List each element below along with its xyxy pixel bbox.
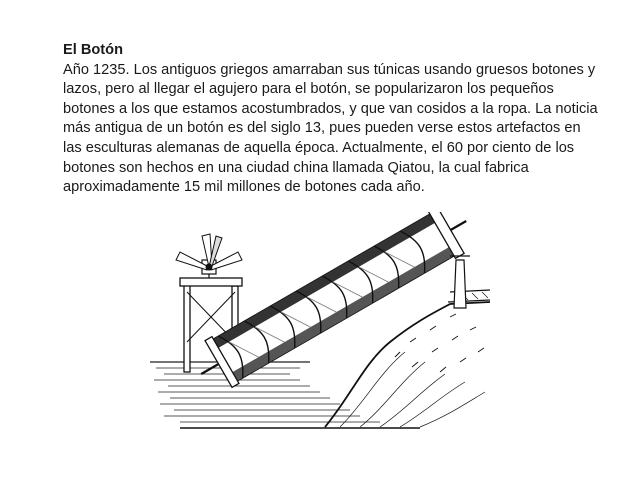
archimedes-screw-illustration xyxy=(150,212,490,434)
text-block xyxy=(63,41,603,198)
slide-title: El Botón xyxy=(63,42,123,58)
slide-body: Año 1235. Los antiguos griegos amarraban sus túnicas usando gruesos botones y lazos, pero al llegar el agujero para el botón, se popularizaron los pequeños botones a los que estamos acostumbrados, y que van cosidos a la ropa. La noticia más antigua de un botón es del siglo 13, pues pueden verse estos artefactos en las esculturas alemanas de aquella época. Actualmente, el 60 por ciento de los botones son hechos en una ciudad china llamada Qiatou, la cual fabrica aproximadamente 15 mil millones de botones cada año. xyxy=(63,61,598,196)
